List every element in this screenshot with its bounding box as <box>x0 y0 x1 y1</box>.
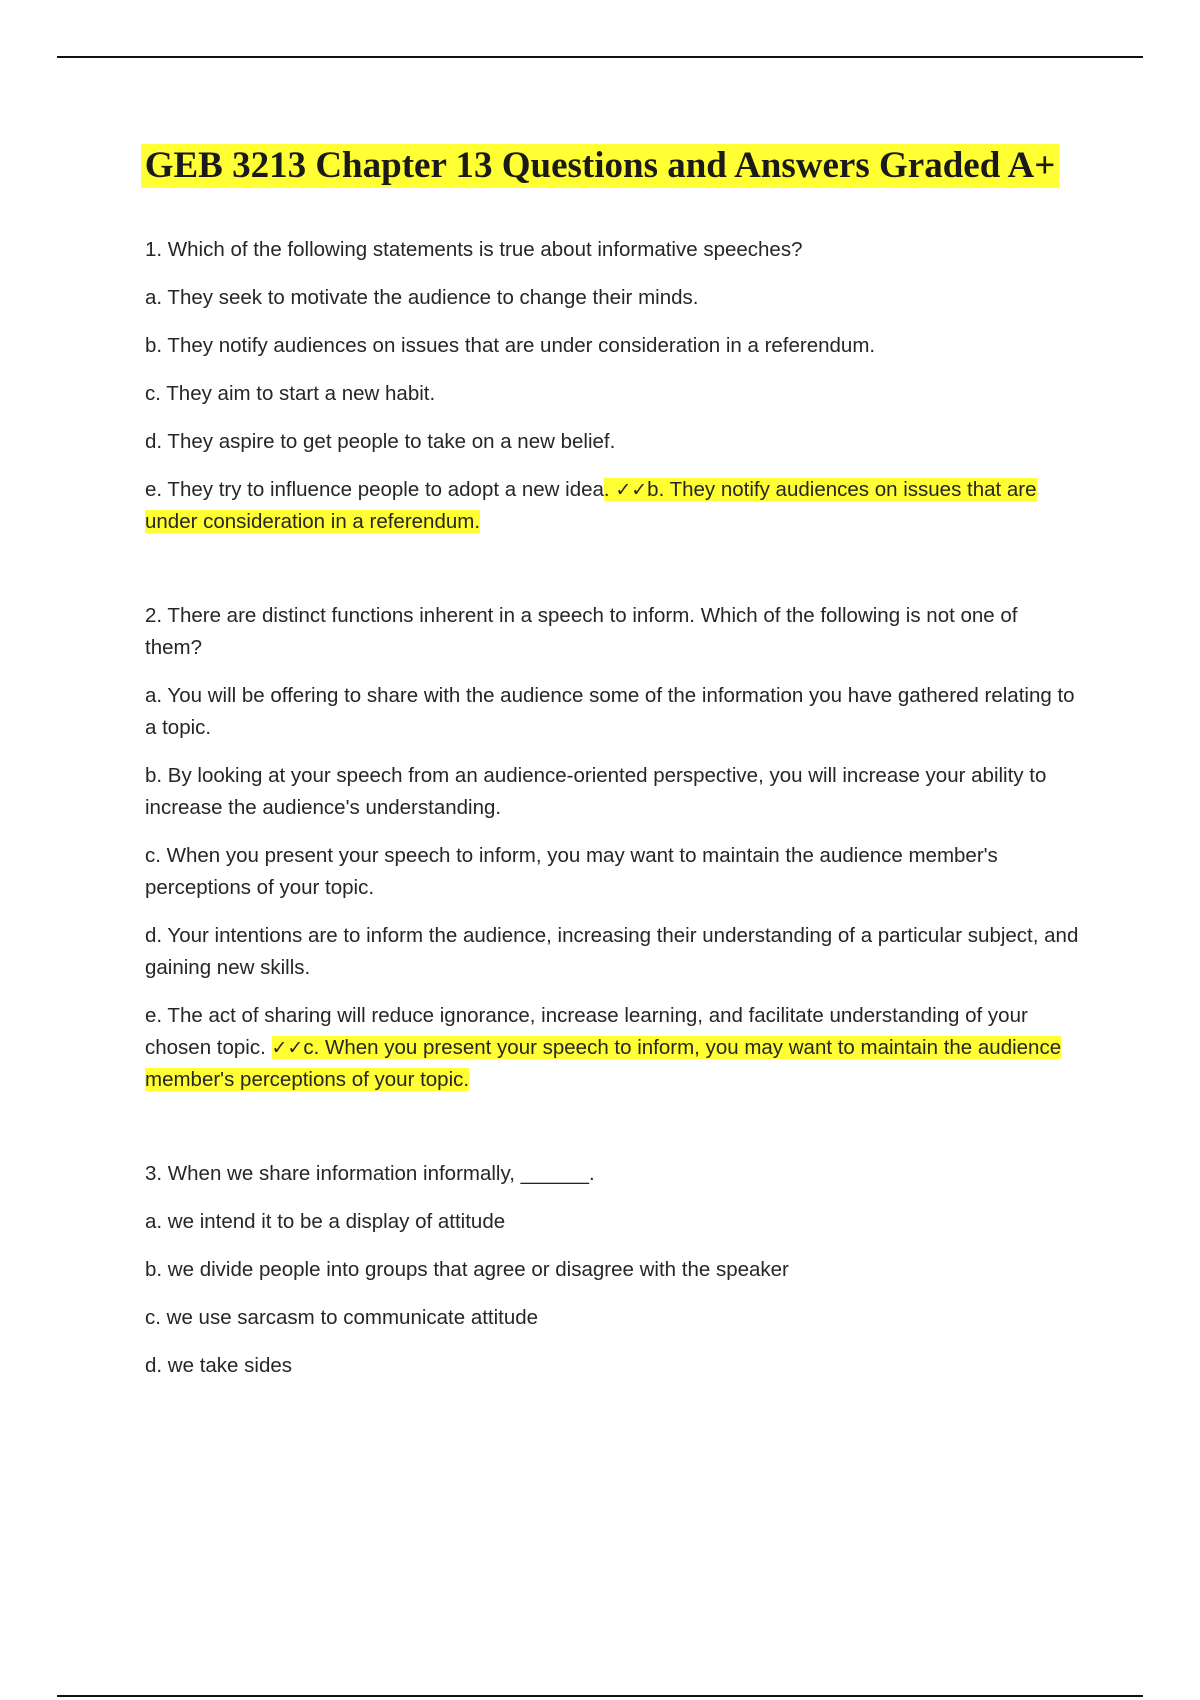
question-2 <box>145 600 1080 1096</box>
option-b: b. By looking at your speech from an audience-oriented perspective, you will increase your ability to increase the audience's understanding. <box>145 764 1047 819</box>
question-stem: 2. There are distinct functions inherent in a speech to inform. Which of the following is not one of them? <box>145 604 1018 659</box>
answer-text: c. When you present your speech to inform, you may want to maintain the audience member's perceptions of your topic. <box>145 1036 1062 1091</box>
option-c: c. When you present your speech to inform, you may want to maintain the audience member's perceptions of your topic. <box>145 844 998 899</box>
answer-lead: . <box>603 478 616 501</box>
top-divider <box>57 56 1143 58</box>
option-b: b. we divide people into groups that agree or disagree with the speaker <box>145 1258 789 1281</box>
option-a: a. we intend it to be a display of attitude <box>145 1210 506 1233</box>
answer-text: b. They notify audiences on issues that are under consideration in a referendum. <box>145 478 1037 533</box>
option-c: c. we use sarcasm to communicate attitude <box>145 1306 539 1329</box>
option-d: d. They aspire to get people to take on a new belief. <box>145 430 616 453</box>
option-c: c. They aim to start a new habit. <box>145 382 436 405</box>
option-b: b. They notify audiences on issues that are under consideration in a referendum. <box>145 334 876 357</box>
double-check-icon: ✓✓ <box>615 479 648 501</box>
answer-highlight <box>145 1036 1061 1091</box>
bottom-divider <box>57 1695 1143 1697</box>
option-e-with-answer <box>145 474 1080 538</box>
option-a: a. They seek to motivate the audience to change their minds. <box>145 286 699 309</box>
question-stem: 1. Which of the following statements is true about informative speeches? <box>145 238 803 261</box>
option-e: e. They try to influence people to adopt a new idea <box>145 478 604 501</box>
option-e: e. The act of sharing will reduce ignorance, increase learning, and facilitate understanding of your chosen topic. <box>145 1004 1028 1059</box>
option-a: a. You will be offering to share with the audience some of the information you have gathered relating to a topic. <box>145 684 1075 739</box>
title-container <box>0 144 1200 188</box>
document-body <box>145 234 1080 1382</box>
question-3 <box>145 1158 1080 1382</box>
option-d: d. Your intentions are to inform the audience, increasing their understanding of a particular subject, and gaining new skills. <box>145 924 1079 979</box>
option-e-with-answer <box>145 1000 1080 1096</box>
question-stem: 3. When we share information informally, ______. <box>145 1162 595 1185</box>
question-1 <box>145 234 1080 538</box>
double-check-icon: ✓✓ <box>271 1037 304 1059</box>
option-d: d. we take sides <box>145 1354 292 1377</box>
page-title: GEB 3213 Chapter 13 Questions and Answers Graded A+ <box>141 144 1060 188</box>
